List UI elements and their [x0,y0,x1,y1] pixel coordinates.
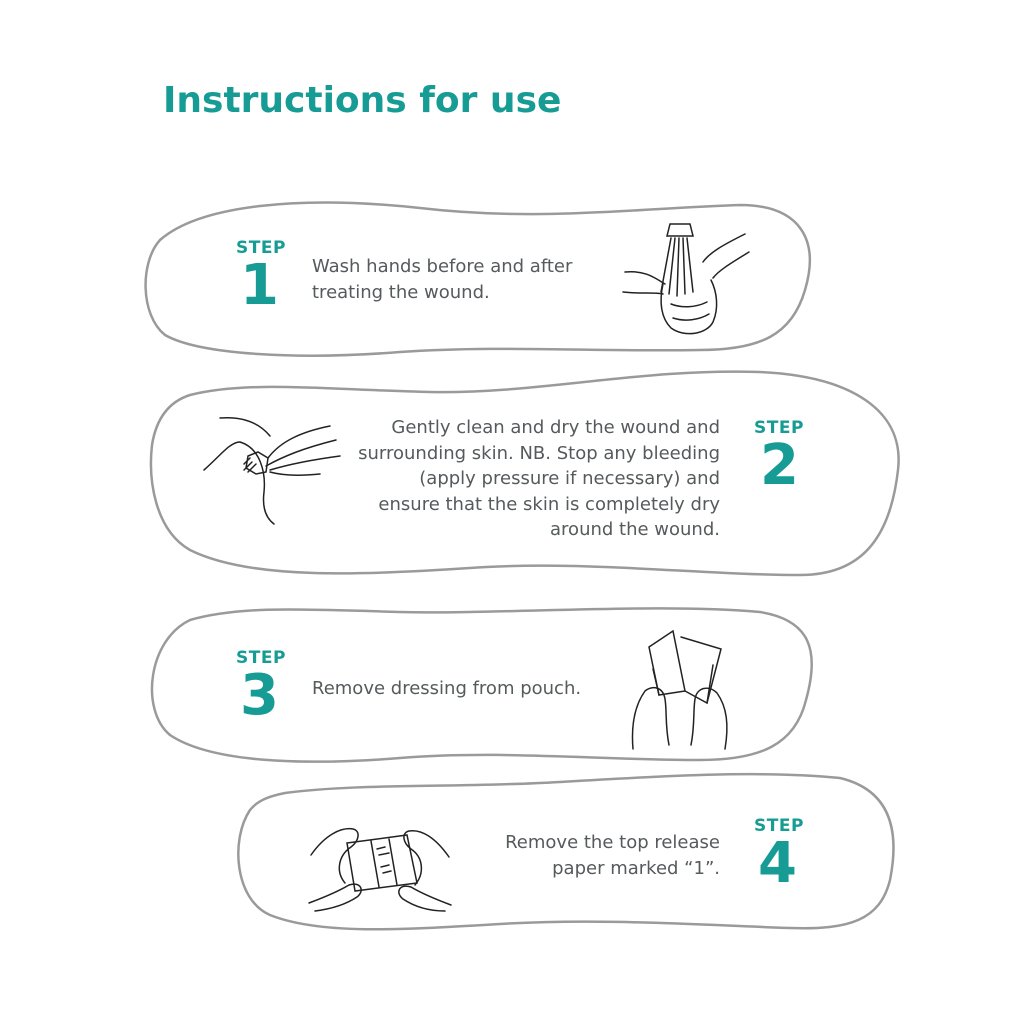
step-2-number: 2 [760,433,799,498]
step-4-number: 4 [758,831,797,896]
cleaning-wound-icon [200,412,345,527]
opening-pouch-icon [625,625,735,753]
release-paper-icon [305,805,455,913]
step-4-label: STEP [754,816,804,836]
step-1-number: 1 [240,253,279,318]
hand-washing-icon [615,222,755,342]
step-2-text: Gently clean and dry the wound and surrounding skin. NB. Stop any bleeding (apply pressure if necessary) and ensure that the skin is completely dry around the wound. [358,417,720,540]
step-2-label: STEP [754,418,804,438]
step-3-label: STEP [236,648,286,668]
step-3-number: 3 [240,663,279,728]
step-3-text: Remove dressing from pouch. [312,678,582,699]
page-title: Instructions for use [163,80,562,121]
step-1-text: Wash hands before and after treating the wound. [312,256,573,303]
step-1-label: STEP [236,238,286,258]
step-4-text: Remove the top release paper marked “1”. [505,832,720,879]
